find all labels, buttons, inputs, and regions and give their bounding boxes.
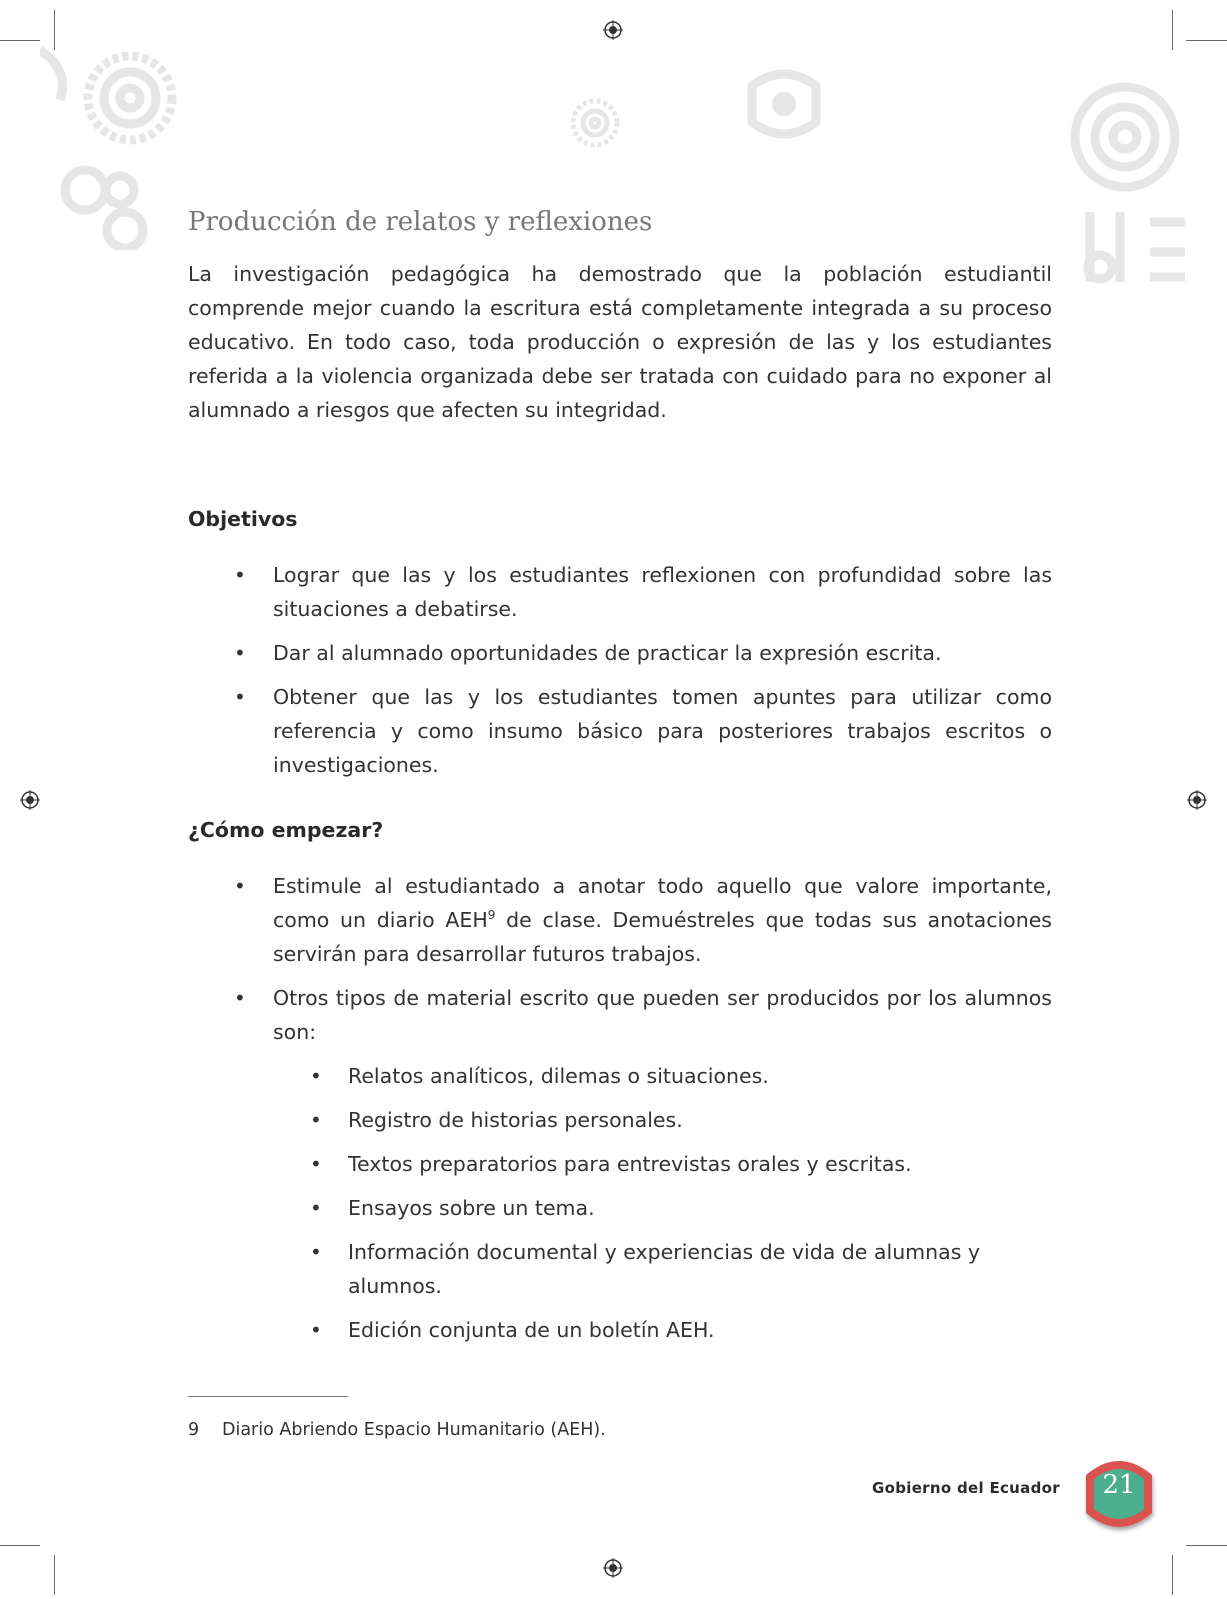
- crop-mark: [1186, 1545, 1227, 1546]
- bullet-icon: •: [310, 1318, 322, 1342]
- sub-list-item: [188, 1147, 1052, 1181]
- objetivos-heading: Objetivos: [188, 507, 298, 531]
- crop-mark: [1172, 1555, 1173, 1595]
- list-item-text: Información documental y experiencias de vida de alumnas y alumnos.: [348, 1240, 981, 1298]
- list-item: [188, 636, 1052, 670]
- sub-list-item: [188, 1059, 1052, 1093]
- flower-ornament-icon: [742, 66, 826, 142]
- crop-mark: [0, 40, 40, 41]
- intro-paragraph: La investigación pedagógica ha demostrado que la población estudiantil comprende mejor cuando la escritura está completamente integrada a su proceso educativo. En todo caso, toda producción o expresión de las y los estudiantes referida a la violencia organizada debe ser tratada con cuidado para no exponer al alumnado a riesgos que afecten su integridad.: [188, 262, 1052, 422]
- bullet-icon: •: [310, 1240, 322, 1264]
- registration-mark-icon: [603, 20, 623, 40]
- bullet-icon: •: [310, 1064, 322, 1088]
- objetivos-list: [188, 558, 1052, 792]
- bullet-icon: •: [310, 1152, 322, 1176]
- sub-list-item: [188, 1191, 1052, 1225]
- spiral-ornament-icon: [40, 40, 200, 250]
- list-item: [188, 558, 1052, 626]
- list-item-text: Ensayos sobre un tema.: [348, 1196, 595, 1220]
- registration-mark-icon: [20, 790, 40, 810]
- footnote-reference[interactable]: 9: [487, 908, 496, 923]
- sub-list-item: [188, 1103, 1052, 1137]
- list-item-text: Dar al alumnado oportunidades de practicar la expresión escrita.: [273, 641, 942, 665]
- footnote-text: Diario Abriendo Espacio Humanitario (AEH).: [222, 1420, 606, 1440]
- bullet-icon: •: [234, 986, 246, 1010]
- list-item-text: Obtener que las y los estudiantes tomen apuntes para utilizar como referencia y como insumo básico para posteriores trabajos escritos o investigaciones.: [273, 685, 1052, 777]
- list-item-text: Otros tipos de material escrito que pueden ser producidos por los alumnos son:: [273, 986, 1052, 1044]
- bullet-icon: •: [234, 641, 246, 665]
- footnote: [188, 1420, 606, 1440]
- page-number: 21: [1102, 1470, 1136, 1500]
- crop-mark: [1186, 40, 1227, 41]
- sub-list-item: [188, 1313, 1052, 1347]
- crop-mark: [0, 1545, 40, 1546]
- como-empezar-list: [188, 869, 1052, 1357]
- list-item-text: Registro de historias personales.: [348, 1108, 683, 1132]
- como-empezar-heading: ¿Cómo empezar?: [188, 818, 384, 842]
- registration-mark-icon: [603, 1558, 623, 1578]
- list-item-text: Lograr que las y los estudiantes reflexionen con profundidad sobre las situaciones a debatirse.: [273, 563, 1052, 621]
- bullet-icon: •: [234, 685, 246, 709]
- list-item: [188, 680, 1052, 782]
- list-item-text: de clase. Demuéstreles que todas sus anotaciones servirán para desarrollar futuros trabajos.: [273, 908, 1052, 966]
- footnote-number: 9: [188, 1420, 200, 1440]
- concentric-ornament-icon: [1060, 82, 1185, 297]
- bullet-icon: •: [310, 1108, 322, 1132]
- list-item-text: Relatos analíticos, dilemas o situaciones.: [348, 1064, 769, 1088]
- list-item: [188, 869, 1052, 971]
- sub-list-item: [188, 1235, 1052, 1303]
- bullet-icon: •: [234, 563, 246, 587]
- registration-mark-icon: [1187, 790, 1207, 810]
- list-item-text: Textos preparatorios para entrevistas orales y escritas.: [348, 1152, 912, 1176]
- crop-mark: [54, 1555, 55, 1595]
- bullet-icon: •: [234, 874, 246, 898]
- section-title: Producción de relatos y reflexiones: [188, 207, 653, 237]
- spiral-ornament-icon: [568, 96, 622, 150]
- footnote-divider: [188, 1396, 348, 1397]
- list-item-text: Estimule al estudiantado a anotar todo aquello que valore importante, como un diario AEH: [273, 874, 1052, 932]
- list-item: [188, 981, 1052, 1049]
- bullet-icon: •: [310, 1196, 322, 1220]
- footer-organization: Gobierno del Ecuador: [872, 1479, 1060, 1497]
- crop-mark: [1172, 10, 1173, 50]
- list-item-text: Edición conjunta de un boletín AEH.: [348, 1318, 715, 1342]
